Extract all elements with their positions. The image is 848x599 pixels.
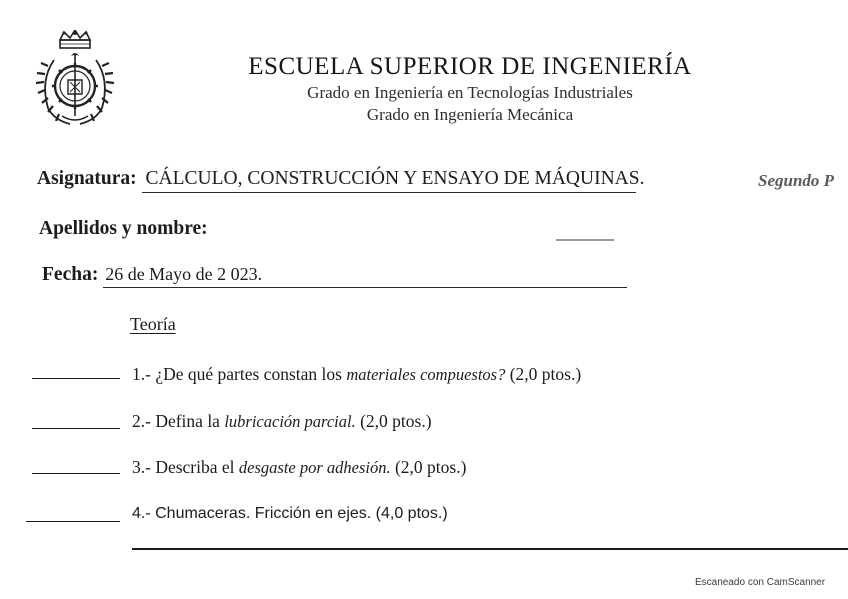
date-row [42,264,627,288]
question-text: Chumaceras. Fricción en ejes. (4,0 ptos.) [155,505,448,522]
name-fill-line [556,239,614,241]
question-term: materiales compuestos? [346,365,506,384]
question-text: Defina la [155,411,220,431]
date-value: 26 de Mayo de 2 023. [103,264,627,288]
question-points: (2,0 ptos.) [394,457,467,477]
name-label: Apellidos y nombre: [39,218,208,239]
score-blank [32,473,120,474]
score-blank [32,428,120,429]
question-text: Describa el [155,457,235,477]
question-item [132,457,466,478]
question-points: (2,0 ptos.) [509,364,582,384]
date-label: Fecha: [42,264,99,285]
question-item [132,364,581,385]
question-number: 4.- [132,505,151,522]
question-term: desgaste por adhesión. [238,458,391,477]
subject-row [37,168,645,193]
section-title: Teoría [130,314,176,334]
score-blank [32,378,120,379]
exam-part-label: Segundo P [758,171,835,190]
name-row [39,218,208,240]
degree-line-2: Grado en Ingeniería Mecánica [366,105,574,124]
score-blank [26,521,120,522]
question-term: lubricación parcial. [224,412,356,431]
school-header [240,52,700,126]
question-item [132,411,432,432]
question-number: 2.- [132,411,151,431]
question-number: 3.- [132,457,151,477]
answer-line [132,548,848,550]
scanner-watermark: Escaneado con CamScanner [695,577,826,588]
question-number: 1.- [132,364,151,384]
question-text: ¿De qué partes constan los [155,364,342,384]
subject-label: Asignatura: [37,168,137,189]
degree-line-1: Grado en Ingeniería en Tecnologías Industriales [307,83,633,102]
school-crest-logo [34,30,116,128]
question-points: (2,0 ptos.) [360,411,432,431]
question-item [132,505,448,523]
subject-value: CÁLCULO, CONSTRUCCIÓN Y ENSAYO DE MÁQUINAS. [142,168,636,193]
school-name: ESCUELA SUPERIOR DE INGENIERÍA [248,53,692,80]
